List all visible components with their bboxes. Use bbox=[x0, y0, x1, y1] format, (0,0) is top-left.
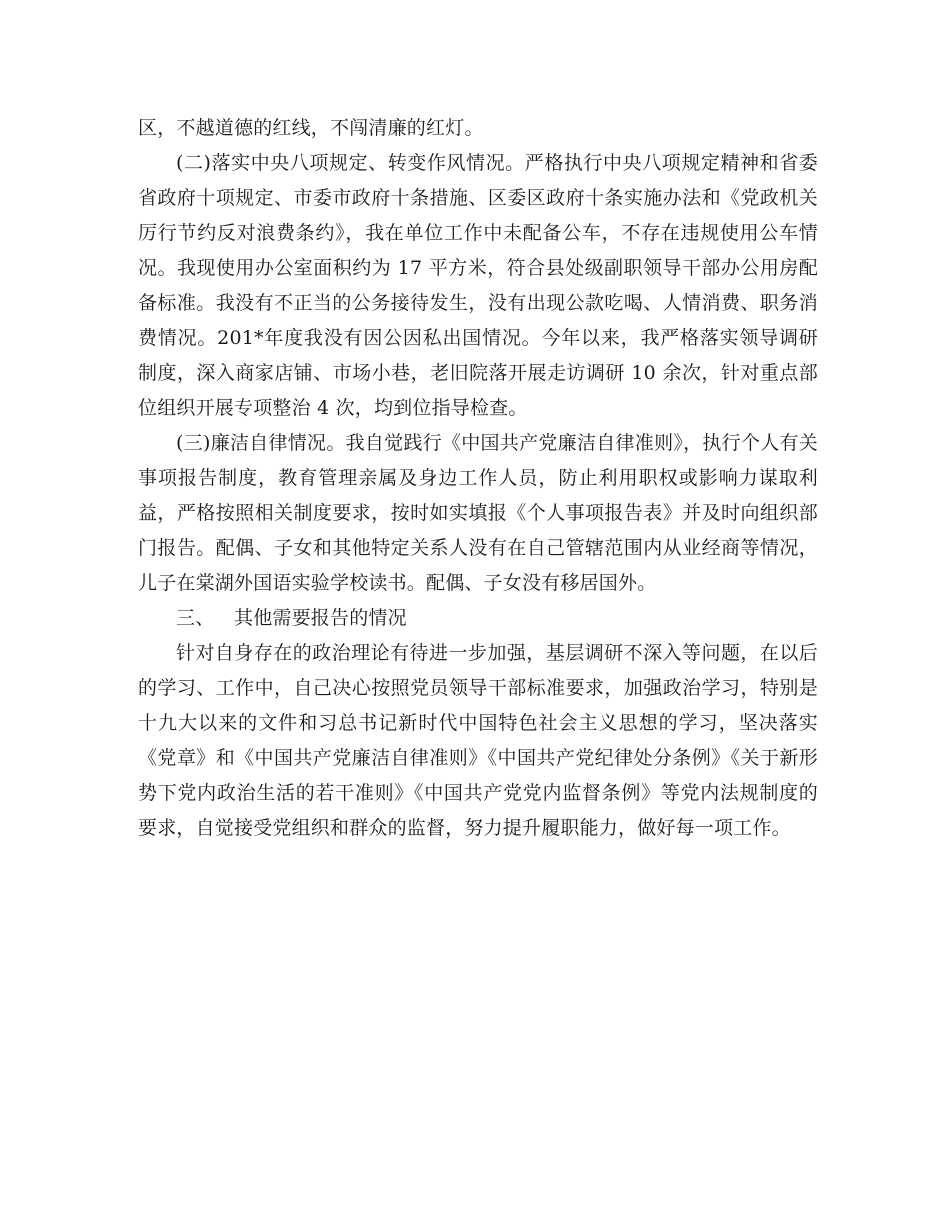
paragraph-integrity: (三)廉洁自律情况。我自觉践行《中国共产党廉洁自律准则》，执行个人有关事项报告制度，教育管理亲属及身边工作人员，防止利用职权或影响力谋取利益，严格按照相关制度要求，按时如实填报《个人事项报告表》并及时向组织部门报告。配偶、子女和其他特定关系人没有在自己管辖范围内从业经商等情况，儿子在棠湖外国语实验学校读书。配偶、子女没有移居国外。 bbox=[138, 432, 818, 594]
paragraph-closing: 针对自身存在的政治理论有待进一步加强，基层调研不深入等问题，在以后的学习、工作中，自己决心按照党员领导干部标准要求，加强政治学习，特别是十九大以来的文件和习总书记新时代中国特色社会主义思想的学习，坚决落实《党章》和《中国共产党廉洁自律准则》《中国共产党纪律处分条例》《关于新形势下党内政治生活的若干准则》《中国共产党党内监督条例》等党内法规制度的要求，自觉接受党组织和群众的监督，努力提升履职能力，做好每一项工作。 bbox=[138, 642, 818, 839]
document-body bbox=[138, 111, 818, 846]
paragraph-work-style: (二)落实中央八项规定、转变作风情况。严格执行中央八项规定精神和省委省政府十项规定、市委市政府十条措施、区委区政府十条实施办法和《党政机关厉行节约反对浪费条约》，我在单位工作中未配备公车，不存在违规使用公车情况。我现使用办公室面积约为 17 平方米，符合县处级副职领导干部办公用房配备标准。我没有不正当的公务接待发生，没有出现公款吃喝、人情消费、职务消费情况。201*年度我没有因公因私出国情况。今年以来，我严格落实领导调研制度，深入商家店铺、市场小巷，老旧院落开展走访调研 10 余次，针对重点部位组织开展专项整治 4 次，均到位指导检查。 bbox=[138, 152, 818, 419]
paragraph-continuation: 区，不越道德的红线，不闯清廉的红灯。 bbox=[138, 117, 484, 139]
section-heading bbox=[138, 601, 818, 636]
section-heading-title: 其他需要报告的情况 bbox=[234, 607, 407, 629]
section-heading-number: 三、 bbox=[176, 607, 215, 629]
